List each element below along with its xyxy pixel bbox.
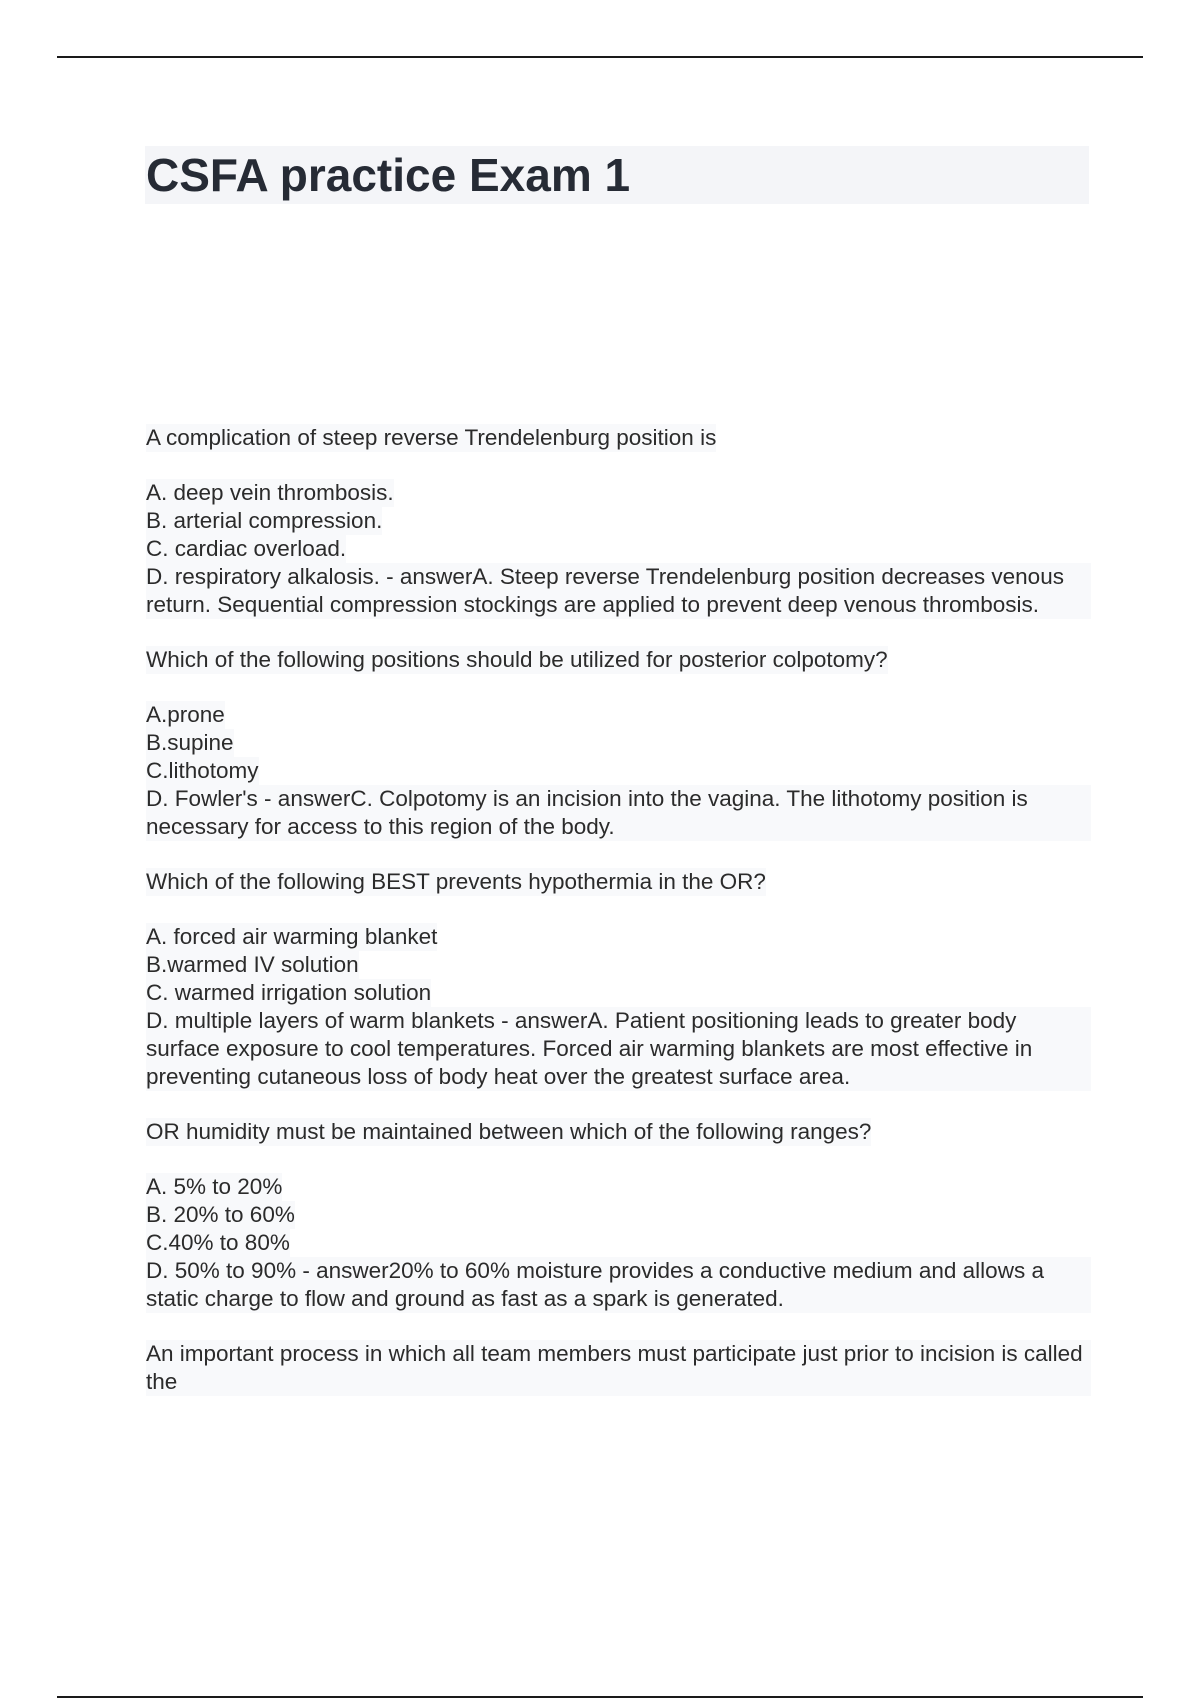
footer-rule bbox=[57, 1696, 1143, 1698]
header-rule bbox=[57, 56, 1143, 58]
option-a: A.prone bbox=[146, 702, 225, 727]
option-b: B. 20% to 60% bbox=[146, 1202, 295, 1227]
question-1 bbox=[146, 424, 1091, 619]
option-c: C.lithotomy bbox=[146, 758, 259, 783]
option-d-with-answer: D. 50% to 90% - answer20% to 60% moisture provides a conductive medium and allows a static charge to flow and ground as fast as a spark is generated. bbox=[146, 1257, 1091, 1313]
option-a: A. 5% to 20% bbox=[146, 1174, 283, 1199]
question-list bbox=[146, 424, 1091, 1423]
option-b: B.supine bbox=[146, 730, 234, 755]
question-2 bbox=[146, 646, 1091, 841]
option-c: C. cardiac overload. bbox=[146, 536, 347, 561]
question-4 bbox=[146, 1118, 1091, 1313]
option-a: A. forced air warming blanket bbox=[146, 924, 438, 949]
option-b: B. arterial compression. bbox=[146, 508, 383, 533]
question-5 bbox=[146, 1340, 1091, 1396]
page-title: CSFA practice Exam 1 bbox=[146, 149, 631, 201]
question-stem: OR humidity must be maintained between which of the following ranges? bbox=[146, 1119, 872, 1144]
option-list bbox=[146, 923, 1091, 1091]
option-d-with-answer: D. multiple layers of warm blankets - answerA. Patient positioning leads to greater body surface exposure to cool temperatures. Forced air warming blankets are most effective in preventing cutaneous loss of body heat over the greatest surface area. bbox=[146, 1007, 1091, 1091]
question-stem: Which of the following BEST prevents hypothermia in the OR? bbox=[146, 869, 766, 894]
option-d-with-answer: D. respiratory alkalosis. - answerA. Steep reverse Trendelenburg position decreases venous return. Sequential compression stockings are applied to prevent deep venous thrombosis. bbox=[146, 563, 1091, 619]
option-b: B.warmed IV solution bbox=[146, 952, 359, 977]
question-stem: Which of the following positions should be utilized for posterior colpotomy? bbox=[146, 647, 888, 672]
question-stem: A complication of steep reverse Trendelenburg position is bbox=[146, 425, 717, 450]
option-d-with-answer: D. Fowler's - answerC. Colpotomy is an incision into the vagina. The lithotomy position is necessary for access to this region of the body. bbox=[146, 785, 1091, 841]
option-c: C. warmed irrigation solution bbox=[146, 980, 432, 1005]
option-list bbox=[146, 701, 1091, 841]
option-list bbox=[146, 479, 1091, 619]
question-3 bbox=[146, 868, 1091, 1091]
option-list bbox=[146, 1173, 1091, 1313]
option-c: C.40% to 80% bbox=[146, 1230, 290, 1255]
question-stem: An important process in which all team members must participate just prior to incision is called the bbox=[146, 1340, 1091, 1396]
option-a: A. deep vein thrombosis. bbox=[146, 480, 394, 505]
